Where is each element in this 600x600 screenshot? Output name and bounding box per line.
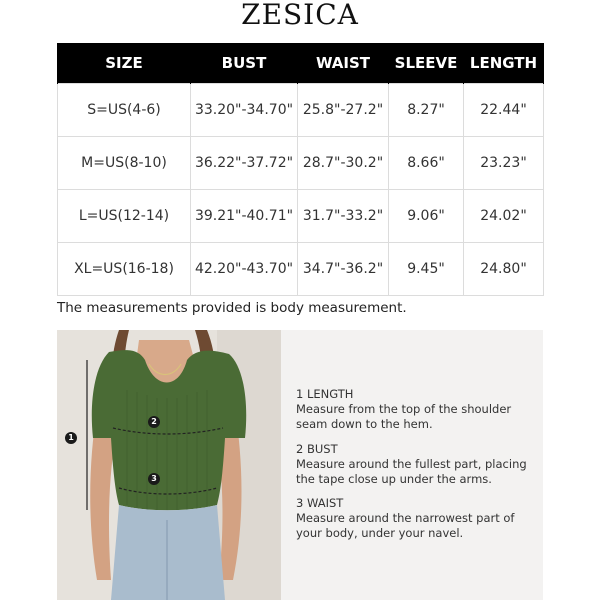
header-bust: BUST — [191, 43, 298, 84]
marker-bust: 2 — [148, 416, 160, 428]
cell-waist: 28.7"-30.2" — [298, 137, 389, 190]
table-row — [58, 243, 544, 296]
cell-sleeve: 9.06" — [389, 190, 464, 243]
header-waist: WAIST — [298, 43, 389, 84]
guide-title: 2 BUST — [296, 442, 338, 456]
measurement-guide-panel — [57, 330, 543, 600]
marker-waist: 3 — [148, 473, 160, 485]
guide-title: 3 WAIST — [296, 496, 344, 510]
header-size: SIZE — [58, 43, 191, 84]
cell-sleeve: 8.27" — [389, 84, 464, 137]
guide-title: 1 LENGTH — [296, 387, 354, 401]
marker-length: 1 — [65, 432, 77, 444]
cell-waist: 25.8"-27.2" — [298, 84, 389, 137]
model-photo — [57, 330, 281, 600]
cell-waist: 34.7"-36.2" — [298, 243, 389, 296]
cell-size: L=US(12-14) — [58, 190, 191, 243]
guide-waist — [296, 496, 536, 541]
measurement-note: The measurements provided is body measurement. — [57, 300, 407, 316]
size-chart-table — [57, 43, 544, 296]
cell-size: S=US(4-6) — [58, 84, 191, 137]
guide-desc: Measure around the narrowest part of your body, under your navel. — [296, 511, 515, 540]
cell-bust: 39.21"-40.71" — [191, 190, 298, 243]
measurement-instructions — [281, 330, 543, 600]
cell-bust: 42.20"-43.70" — [191, 243, 298, 296]
cell-size: M=US(8-10) — [58, 137, 191, 190]
cell-bust: 33.20"-34.70" — [191, 84, 298, 137]
table-row — [58, 137, 544, 190]
cell-size: XL=US(16-18) — [58, 243, 191, 296]
guide-desc: Measure from the top of the shoulder seam down to the hem. — [296, 402, 512, 431]
guide-bust — [296, 442, 536, 487]
cell-bust: 36.22"-37.72" — [191, 137, 298, 190]
cell-length: 24.80" — [464, 243, 544, 296]
header-length: LENGTH — [464, 43, 544, 84]
cell-sleeve: 9.45" — [389, 243, 464, 296]
cell-length: 22.44" — [464, 84, 544, 137]
table-row — [58, 84, 544, 137]
model-illustration — [57, 330, 281, 600]
table-row — [58, 190, 544, 243]
guide-length — [296, 387, 536, 432]
guide-desc: Measure around the fullest part, placing the tape close up under the arms. — [296, 457, 527, 486]
cell-length: 24.02" — [464, 190, 544, 243]
cell-sleeve: 8.66" — [389, 137, 464, 190]
cell-waist: 31.7"-33.2" — [298, 190, 389, 243]
brand-logo: ZESICA — [241, 0, 359, 31]
header-sleeve: SLEEVE — [389, 43, 464, 84]
cell-length: 23.23" — [464, 137, 544, 190]
table-header-row — [58, 43, 544, 84]
